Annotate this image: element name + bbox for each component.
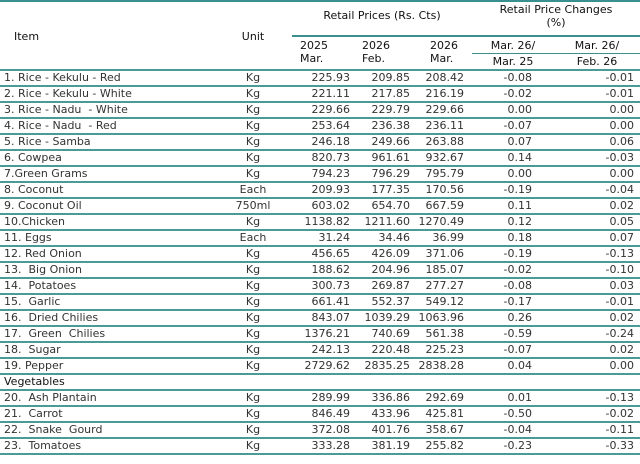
price-2026-mar: 292.69	[410, 390, 472, 406]
change-mom: 0.07	[554, 230, 640, 246]
price-2026-feb: 961.61	[350, 150, 410, 166]
price-2026-mar: 216.19	[410, 86, 472, 102]
header-change-col-1-bottom: Mar. 25	[472, 54, 554, 71]
price-2025-mar: 31.24	[292, 230, 350, 246]
change-yoy: -0.19	[472, 182, 554, 198]
table-row	[0, 214, 640, 230]
price-2025-mar: 225.93	[292, 70, 350, 86]
item-name: 17. Green Chilies	[0, 326, 196, 342]
change-mom: -0.04	[554, 182, 640, 198]
change-mom: 0.00	[554, 166, 640, 182]
change-mom: -0.13	[554, 246, 640, 262]
price-2026-mar: 561.38	[410, 326, 472, 342]
table-row	[0, 326, 640, 342]
item-unit: Kg	[196, 310, 292, 326]
change-mom: 0.05	[554, 214, 640, 230]
header-retail-price-changes-line2: (%)	[546, 16, 566, 29]
table-row	[0, 390, 640, 406]
header-price-col-2-year: 2026	[362, 39, 390, 52]
header-price-col-3-month: Mar.	[430, 52, 454, 65]
item-name: 7.Green Grams	[0, 166, 196, 182]
item-name: 22. Snake Gourd	[0, 422, 196, 438]
table-row	[0, 342, 640, 358]
change-yoy: -0.02	[472, 86, 554, 102]
price-2026-mar: 2838.28	[410, 358, 472, 374]
table-row	[0, 198, 640, 214]
price-2025-mar: 794.23	[292, 166, 350, 182]
price-2025-mar: 2729.62	[292, 358, 350, 374]
table-row	[0, 406, 640, 422]
item-name: 8. Coconut	[0, 182, 196, 198]
price-2026-feb: 401.76	[350, 422, 410, 438]
change-yoy: -0.59	[472, 326, 554, 342]
change-yoy: 0.26	[472, 310, 554, 326]
table-row	[0, 438, 640, 454]
price-2026-feb: 740.69	[350, 326, 410, 342]
table-body	[0, 70, 640, 454]
item-unit: Kg	[196, 214, 292, 230]
change-yoy: -0.07	[472, 342, 554, 358]
item-unit: Kg	[196, 134, 292, 150]
price-2025-mar: 246.18	[292, 134, 350, 150]
change-mom: -0.10	[554, 262, 640, 278]
header-price-col-3	[410, 36, 472, 70]
item-unit: Kg	[196, 102, 292, 118]
price-2025-mar: 1138.82	[292, 214, 350, 230]
table-row	[0, 262, 640, 278]
price-2026-feb: 209.85	[350, 70, 410, 86]
header-price-col-1-year: 2025	[300, 39, 328, 52]
change-mom: -0.01	[554, 86, 640, 102]
item-unit: Kg	[196, 262, 292, 278]
change-yoy: -0.07	[472, 118, 554, 134]
change-mom: -0.01	[554, 294, 640, 310]
price-2026-mar: 425.81	[410, 406, 472, 422]
price-2026-feb: 249.66	[350, 134, 410, 150]
change-yoy: -0.50	[472, 406, 554, 422]
item-name: 5. Rice - Samba	[0, 134, 196, 150]
header-retail-price-changes-line1: Retail Price Changes	[499, 3, 613, 16]
change-yoy: -0.04	[472, 422, 554, 438]
header-unit: Unit	[241, 29, 265, 43]
price-2026-mar: 225.23	[410, 342, 472, 358]
change-yoy: -0.08	[472, 278, 554, 294]
price-2025-mar: 456.65	[292, 246, 350, 262]
price-2025-mar: 843.07	[292, 310, 350, 326]
change-mom: -0.03	[554, 150, 640, 166]
price-2026-mar: 236.11	[410, 118, 472, 134]
item-name: 15. Garlic	[0, 294, 196, 310]
table-row	[0, 230, 640, 246]
price-2026-mar: 667.59	[410, 198, 472, 214]
header-change-col-2-bottom: Feb. 26	[554, 54, 640, 71]
price-2026-mar: 795.79	[410, 166, 472, 182]
price-2026-feb: 34.46	[350, 230, 410, 246]
header-retail-price-changes	[472, 3, 640, 36]
item-name: 6. Cowpea	[0, 150, 196, 166]
item-name: 12. Red Onion	[0, 246, 196, 262]
table-row	[0, 294, 640, 310]
price-2026-mar: 932.67	[410, 150, 472, 166]
change-mom: 0.06	[554, 134, 640, 150]
price-2026-mar: 170.56	[410, 182, 472, 198]
section-label: Vegetables	[0, 374, 640, 390]
price-2025-mar: 372.08	[292, 422, 350, 438]
item-unit: 750ml	[196, 198, 292, 214]
price-2026-feb: 1211.60	[350, 214, 410, 230]
table-row	[0, 358, 640, 374]
change-yoy: -0.19	[472, 246, 554, 262]
item-name: 4. Rice - Nadu - Red	[0, 118, 196, 134]
change-yoy: 0.12	[472, 214, 554, 230]
change-mom: -0.33	[554, 438, 640, 454]
item-unit: Kg	[196, 118, 292, 134]
price-2026-mar: 255.82	[410, 438, 472, 454]
price-2026-feb: 1039.29	[350, 310, 410, 326]
price-2025-mar: 846.49	[292, 406, 350, 422]
change-mom: 0.02	[554, 342, 640, 358]
change-mom: 0.03	[554, 278, 640, 294]
table-row	[0, 70, 640, 86]
change-mom: -0.13	[554, 390, 640, 406]
change-mom: 0.00	[554, 118, 640, 134]
price-2026-feb: 552.37	[350, 294, 410, 310]
item-unit: Kg	[196, 422, 292, 438]
price-2026-feb: 796.29	[350, 166, 410, 182]
change-mom: -0.02	[554, 406, 640, 422]
item-name: 18. Sugar	[0, 342, 196, 358]
change-yoy: 0.00	[472, 102, 554, 118]
item-name: 19. Pepper	[0, 358, 196, 374]
change-yoy: 0.18	[472, 230, 554, 246]
item-unit: Kg	[196, 358, 292, 374]
price-2025-mar: 661.41	[292, 294, 350, 310]
table-row	[0, 166, 640, 182]
price-2025-mar: 253.64	[292, 118, 350, 134]
change-mom: -0.11	[554, 422, 640, 438]
change-yoy: 0.14	[472, 150, 554, 166]
price-2026-feb: 426.09	[350, 246, 410, 262]
header-price-col-2-month: Feb.	[362, 52, 385, 65]
table-row	[0, 118, 640, 134]
table-row	[0, 310, 640, 326]
item-unit: Kg	[196, 326, 292, 342]
table-row	[0, 278, 640, 294]
retail-prices-table	[0, 3, 640, 455]
header-price-col-1-month: Mar.	[300, 52, 324, 65]
header-retail-prices: Retail Prices (Rs. Cts)	[323, 9, 441, 22]
item-name: 3. Rice - Nadu - White	[0, 102, 196, 118]
price-2025-mar: 300.73	[292, 278, 350, 294]
item-unit: Kg	[196, 406, 292, 422]
item-unit: Each	[196, 230, 292, 246]
price-2026-mar: 1270.49	[410, 214, 472, 230]
table-row	[0, 150, 640, 166]
price-2026-feb: 433.96	[350, 406, 410, 422]
header-price-col-2	[350, 36, 410, 70]
change-mom: -0.24	[554, 326, 640, 342]
item-name: 14. Potatoes	[0, 278, 196, 294]
price-2026-mar: 208.42	[410, 70, 472, 86]
change-yoy: 0.11	[472, 198, 554, 214]
header-item: Item	[14, 29, 40, 43]
price-2025-mar: 221.11	[292, 86, 350, 102]
price-2025-mar: 229.66	[292, 102, 350, 118]
top-rule	[0, 0, 640, 2]
price-2025-mar: 209.93	[292, 182, 350, 198]
item-name: 10.Chicken	[0, 214, 196, 230]
change-yoy: -0.08	[472, 70, 554, 86]
item-name: 13. Big Onion	[0, 262, 196, 278]
table-row	[0, 86, 640, 102]
change-yoy: -0.02	[472, 262, 554, 278]
price-2026-mar: 549.12	[410, 294, 472, 310]
table-row	[0, 246, 640, 262]
price-2026-mar: 36.99	[410, 230, 472, 246]
price-2025-mar: 333.28	[292, 438, 350, 454]
change-yoy: -0.23	[472, 438, 554, 454]
item-name: 11. Eggs	[0, 230, 196, 246]
price-2026-mar: 358.67	[410, 422, 472, 438]
item-unit: Kg	[196, 246, 292, 262]
item-name: 16. Dried Chilies	[0, 310, 196, 326]
item-unit: Kg	[196, 294, 292, 310]
item-unit: Kg	[196, 70, 292, 86]
price-2026-mar: 185.07	[410, 262, 472, 278]
change-yoy: 0.01	[472, 390, 554, 406]
change-mom: 0.00	[554, 358, 640, 374]
item-unit: Kg	[196, 86, 292, 102]
price-2026-feb: 336.86	[350, 390, 410, 406]
header-change-col-1-top: Mar. 26/	[472, 36, 554, 54]
price-2026-feb: 217.85	[350, 86, 410, 102]
change-yoy: 0.04	[472, 358, 554, 374]
item-name: 20. Ash Plantain	[0, 390, 196, 406]
price-2026-feb: 204.96	[350, 262, 410, 278]
price-2026-feb: 381.19	[350, 438, 410, 454]
price-2026-mar: 371.06	[410, 246, 472, 262]
item-unit: Kg	[196, 278, 292, 294]
table-row	[0, 134, 640, 150]
price-2026-mar: 277.27	[410, 278, 472, 294]
header-change-col-2-top: Mar. 26/	[554, 36, 640, 54]
price-2026-mar: 229.66	[410, 102, 472, 118]
item-name: 1. Rice - Kekulu - Red	[0, 70, 196, 86]
price-2026-feb: 229.79	[350, 102, 410, 118]
change-yoy: -0.17	[472, 294, 554, 310]
item-unit: Kg	[196, 166, 292, 182]
change-mom: 0.02	[554, 198, 640, 214]
price-2026-mar: 1063.96	[410, 310, 472, 326]
section-row	[0, 374, 640, 390]
change-yoy: 0.07	[472, 134, 554, 150]
price-2026-mar: 263.88	[410, 134, 472, 150]
price-2026-feb: 220.48	[350, 342, 410, 358]
item-name: 21. Carrot	[0, 406, 196, 422]
header-price-col-3-year: 2026	[430, 39, 458, 52]
item-unit: Kg	[196, 342, 292, 358]
change-yoy: 0.00	[472, 166, 554, 182]
item-name: 2. Rice - Kekulu - White	[0, 86, 196, 102]
price-2025-mar: 188.62	[292, 262, 350, 278]
change-mom: 0.00	[554, 102, 640, 118]
price-2026-feb: 177.35	[350, 182, 410, 198]
table-row	[0, 102, 640, 118]
item-unit: Kg	[196, 390, 292, 406]
price-2025-mar: 242.13	[292, 342, 350, 358]
item-unit: Kg	[196, 150, 292, 166]
table-row	[0, 422, 640, 438]
item-unit: Kg	[196, 438, 292, 454]
item-name: 9. Coconut Oil	[0, 198, 196, 214]
change-mom: -0.01	[554, 70, 640, 86]
price-2026-feb: 236.38	[350, 118, 410, 134]
price-2025-mar: 1376.21	[292, 326, 350, 342]
price-2025-mar: 603.02	[292, 198, 350, 214]
change-mom: 0.02	[554, 310, 640, 326]
table-row	[0, 182, 640, 198]
item-name: 23. Tomatoes	[0, 438, 196, 454]
price-2026-feb: 654.70	[350, 198, 410, 214]
header-price-col-1	[292, 36, 350, 70]
item-unit: Each	[196, 182, 292, 198]
price-2025-mar: 289.99	[292, 390, 350, 406]
price-2026-feb: 2835.25	[350, 358, 410, 374]
price-2026-feb: 269.87	[350, 278, 410, 294]
price-2025-mar: 820.73	[292, 150, 350, 166]
